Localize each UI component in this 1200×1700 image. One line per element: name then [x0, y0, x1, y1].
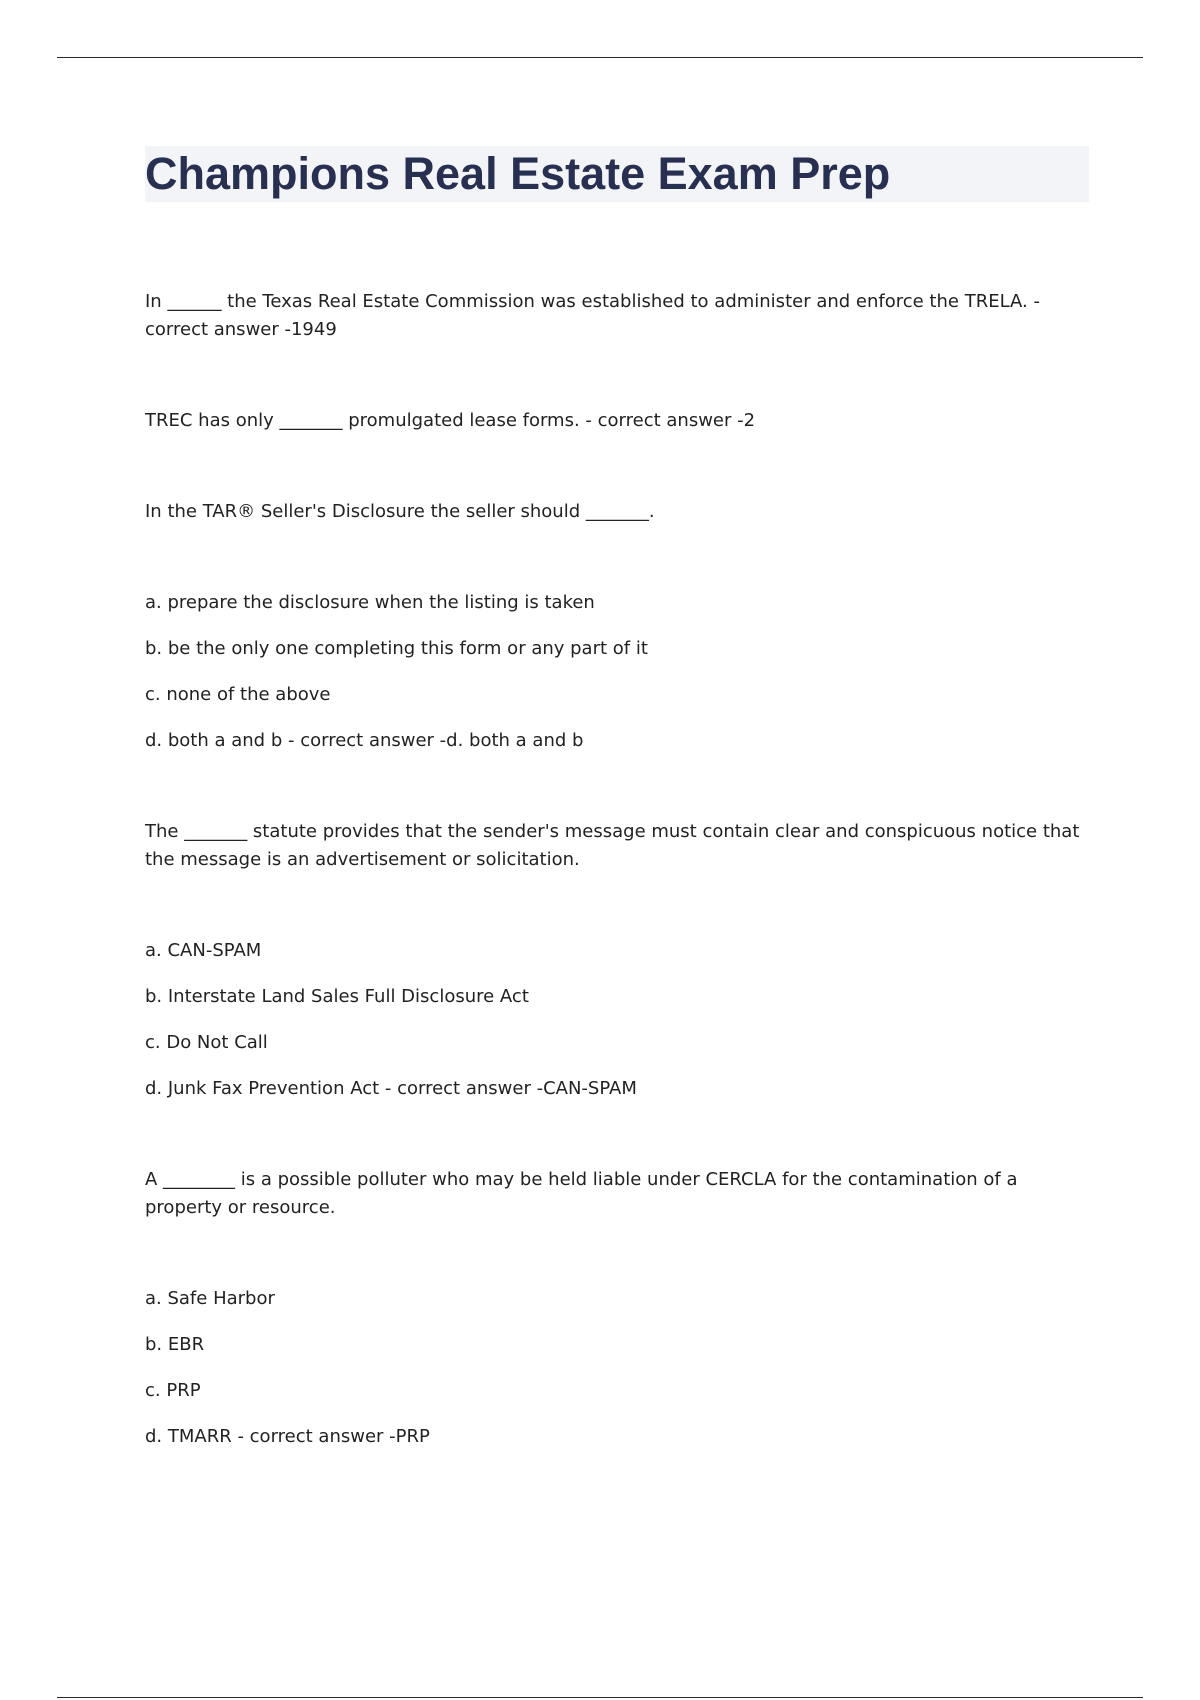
answer-option: a. CAN-SPAM	[145, 940, 262, 961]
answer-option: d. TMARR - correct answer -PRP	[145, 1426, 430, 1447]
question-block-5	[145, 1166, 1085, 1451]
answer-option: d. Junk Fax Prevention Act - correct answer -CAN-SPAM	[145, 1078, 637, 1099]
top-rule	[57, 57, 1143, 58]
question-block-3	[145, 498, 1085, 755]
answer-option: a. prepare the disclosure when the listing is taken	[145, 592, 595, 613]
question-text: In the TAR® Seller's Disclosure the seller should _______.	[145, 501, 655, 522]
question-text: The _______ statute provides that the sender's message must contain clear and conspicuous notice that the message is an advertisement or solicitation.	[145, 821, 1080, 870]
answer-options	[145, 937, 1085, 1103]
question-block-4	[145, 818, 1085, 1103]
bottom-rule	[57, 1697, 1143, 1698]
document-title: Champions Real Estate Exam Prep	[145, 148, 891, 199]
answer-options	[145, 589, 1085, 755]
answer-option: c. Do Not Call	[145, 1032, 268, 1053]
answer-option: c. PRP	[145, 1380, 201, 1401]
answer-option: b. EBR	[145, 1334, 205, 1355]
answer-option: b. Interstate Land Sales Full Disclosure Act	[145, 986, 529, 1007]
question-text: TREC has only _______ promulgated lease forms. - correct answer -2	[145, 410, 756, 431]
answer-option: c. none of the above	[145, 684, 331, 705]
answer-options	[145, 1285, 1085, 1451]
question-text: In ______ the Texas Real Estate Commission was established to administer and enforce the TRELA. - correct answer -1949	[145, 291, 1040, 340]
question-text: A ________ is a possible polluter who may be held liable under CERCLA for the contamination of a property or resource.	[145, 1169, 1018, 1218]
question-block-1	[145, 288, 1085, 344]
question-block-2	[145, 407, 1085, 435]
answer-option: b. be the only one completing this form or any part of it	[145, 638, 648, 659]
answer-option: d. both a and b - correct answer -d. both a and b	[145, 730, 584, 751]
document-body	[145, 288, 1085, 1514]
answer-option: a. Safe Harbor	[145, 1288, 275, 1309]
